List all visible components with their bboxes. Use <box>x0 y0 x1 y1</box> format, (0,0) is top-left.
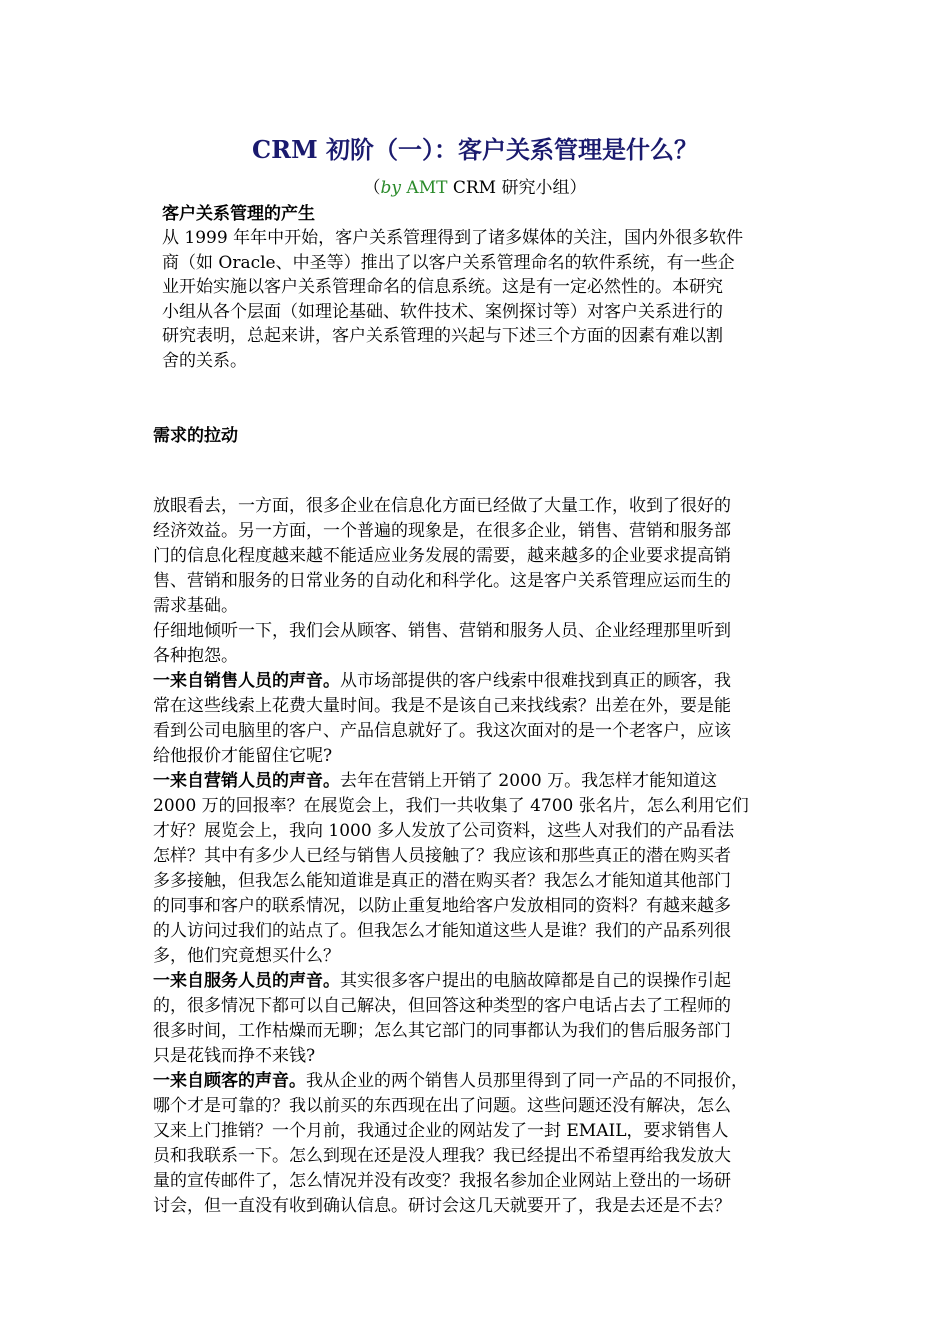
paragraph-line <box>153 869 823 894</box>
voice-label: 一来自顾客的声音。 <box>153 1071 306 1091</box>
document-title: CRM 初阶（一）：客户关系管理是什么？ <box>252 135 698 164</box>
line-text: 经济效益。另一方面，一个普遍的现象是，在很多企业，销售、营销和服务部 <box>153 521 731 541</box>
subtitle-open: （ <box>363 178 381 198</box>
line-text: 其实很多客户提出的电脑故障都是自己的误操作引起 <box>340 971 731 991</box>
line-text: 多，他们究竟想买什么？ <box>153 946 340 966</box>
line-text: 只是花钱而挣不来钱? <box>153 1046 316 1066</box>
line-text: 又来上门推销？一个月前，我通过企业的网站发了一封 EMAIL，要求销售人 <box>153 1121 729 1141</box>
paragraph-line <box>153 519 823 544</box>
paragraph-line <box>153 744 823 769</box>
paragraph-line <box>153 1044 823 1069</box>
paragraph-line <box>153 969 823 994</box>
section-demand-heading: 需求的拉动 <box>153 426 238 446</box>
paragraph-line <box>153 894 823 919</box>
paragraph-line <box>153 819 823 844</box>
paragraph-line <box>153 844 823 869</box>
line-text: 哪个才是可靠的？我以前买的东西现在出了问题。这些问题还没有解决，怎么 <box>153 1096 731 1116</box>
paragraph-line: 研究表明，总起来讲，客户关系管理的兴起与下述三个方面的因素有难以割 <box>162 326 723 346</box>
paragraph-line: 舍的关系。 <box>162 350 247 371</box>
line-text: 给他报价才能留住它呢? <box>153 746 333 766</box>
paragraph-line <box>153 1069 823 1094</box>
line-text: 才好？展览会上，我向 1000 多人发放了公司资料，这些人对我们的产品看法 <box>153 821 735 841</box>
voice-label: 一来自服务人员的声音。 <box>153 971 340 991</box>
line-text: 仔细地倾听一下，我们会从顾客、销售、营销和服务人员、企业经理那里听到 <box>153 621 731 641</box>
line-text: 常在这些线索上花费大量时间。我是不是该自己来找线索？出差在外，要是能 <box>153 696 731 716</box>
document-subtitle <box>0 176 950 200</box>
line-text: 怎样？其中有多少人已经与销售人员接触了？我应该和那些真正的潜在购买者 <box>153 846 731 866</box>
line-text: 门的信息化程度越来越不能适应业务发展的需要，越来越多的企业要求提高销 <box>153 546 731 566</box>
paragraph-line <box>153 544 823 569</box>
paragraph-line <box>153 1194 823 1219</box>
line-text: 量的宣传邮件了，怎么情况并没有改变？我报名参加企业网站上登出的一场研 <box>153 1171 731 1191</box>
line-text: 我从企业的两个销售人员那里得到了同一产品的不同报价， <box>306 1071 748 1091</box>
paragraph-line <box>153 644 823 669</box>
paragraph-line <box>153 994 823 1019</box>
line-text: 的同事和客户的联系情况，以防止重复地给客户发放相同的资料？有越来越多 <box>153 896 731 916</box>
line-text: 员和我联系一下。怎么到现在还是没人理我？我已经提出不希望再给我发放大 <box>153 1146 731 1166</box>
line-text: 2000 万的回报率？在展览会上，我们一共收集了 4700 张名片，怎么利用它们 <box>153 796 749 816</box>
paragraph-line <box>153 769 823 794</box>
section-origin <box>162 202 812 373</box>
line-text: 从市场部提供的客户线索中很难找到真正的顾客，我 <box>340 671 731 691</box>
paragraph-line: 商（如 Oracle、中圣等）推出了以客户关系管理命名的软件系统，有一些企 <box>162 252 735 273</box>
line-text: 很多时间，工作枯燥而无聊；怎么其它部门的同事都认为我们的售后服务部门 <box>153 1021 731 1041</box>
paragraph-line <box>153 1169 823 1194</box>
paragraph-line <box>153 1144 823 1169</box>
line-text: 放眼看去，一方面，很多企业在信息化方面已经做了大量工作，收到了很好的 <box>153 496 731 516</box>
line-text: 讨会，但一直没有收到确认信息。研讨会这几天就要开了，我是去还是不去？ <box>153 1196 731 1216</box>
line-text: 各种抱怨。 <box>153 646 238 666</box>
paragraph-line <box>153 694 823 719</box>
paragraph-line <box>153 794 823 819</box>
paragraph-line <box>153 669 823 694</box>
section-demand-body <box>153 494 823 1219</box>
paragraph-line <box>153 944 823 969</box>
subtitle-rest: CRM 研究小组） <box>447 178 587 198</box>
line-text: 的人访问过我们的站点了。但我怎么才能知道这些人是谁？我们的产品系列很 <box>153 921 731 941</box>
line-text: 需求基础。 <box>153 596 238 616</box>
paragraph-line <box>153 1019 823 1044</box>
line-text: 售、营销和服务的日常业务的自动化和科学化。这是客户关系管理应运而生的 <box>153 571 731 591</box>
paragraph-line <box>153 719 823 744</box>
paragraph-line <box>153 569 823 594</box>
paragraph-line <box>153 1094 823 1119</box>
subtitle-amt: AMT <box>401 178 448 198</box>
section-origin-heading: 客户关系管理的产生 <box>162 204 315 224</box>
paragraph-line: 业开始实施以客户关系管理命名的信息系统。这是有一定必然性的。本研究 <box>162 277 723 297</box>
line-text: 去年在营销上开销了 2000 万。我怎样才能知道这 <box>340 771 718 791</box>
line-text: 多多接触，但我怎么能知道谁是真正的潜在购买者？我怎么才能知道其他部门 <box>153 871 731 891</box>
paragraph-line <box>153 594 823 619</box>
section-origin-body <box>162 226 812 373</box>
paragraph-line <box>153 619 823 644</box>
line-text: 的，很多情况下都可以自己解决，但回答这种类型的客户电话占去了工程师的 <box>153 996 731 1016</box>
line-text: 看到公司电脑里的客户、产品信息就好了。我这次面对的是一个老客户，应该 <box>153 721 731 741</box>
subtitle-by: by <box>380 178 402 198</box>
voice-label: 一来自营销人员的声音。 <box>153 771 340 791</box>
paragraph-line: 从 1999 年年中开始，客户关系管理得到了诸多媒体的关注，国内外很多软件 <box>162 228 744 248</box>
paragraph-line <box>153 494 823 519</box>
paragraph-line <box>153 919 823 944</box>
paragraph-line: 小组从各个层面（如理论基础、软件技术、案例探讨等）对客户关系进行的 <box>162 301 723 322</box>
paragraph-line <box>153 1119 823 1144</box>
voice-label: 一来自销售人员的声音。 <box>153 671 340 691</box>
